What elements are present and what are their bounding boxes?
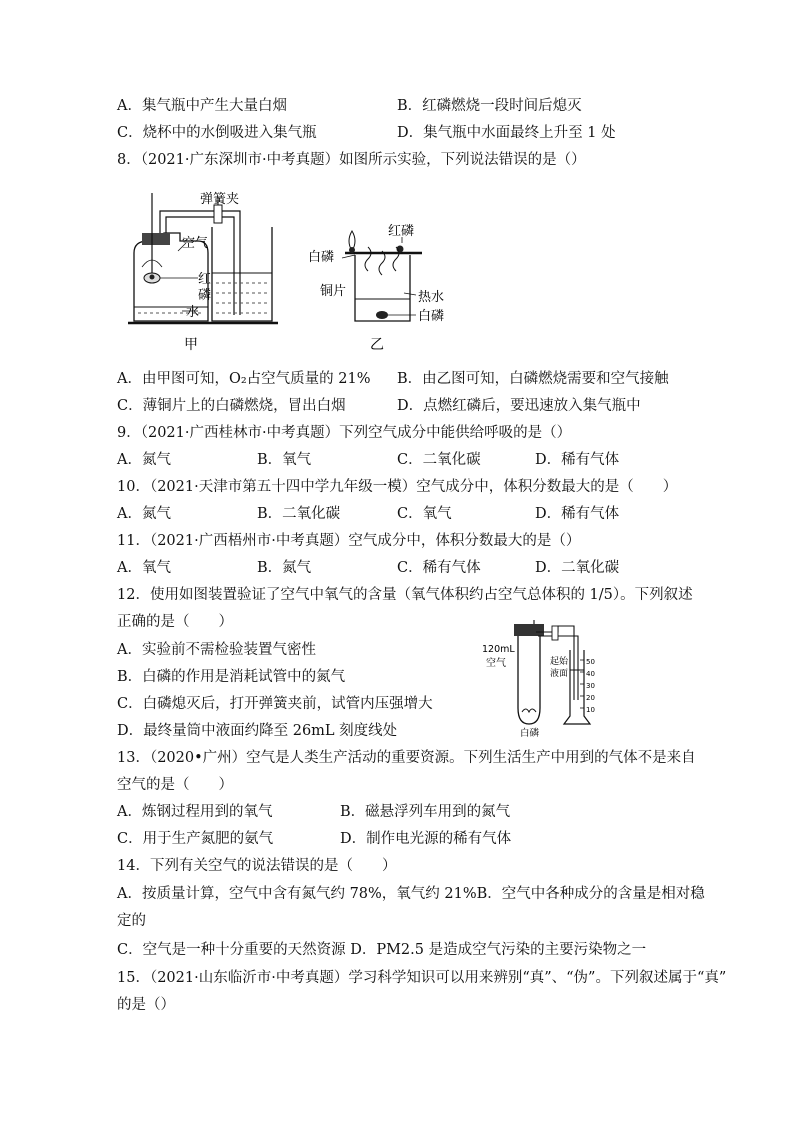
q12-option-a: A．实验前不需检验装置气密性	[117, 642, 316, 658]
fig-right-white-p-bottom-label: 白磷	[418, 309, 445, 324]
q8-option-d: D．点燃红磷后，要迅速放入集气瓶中	[397, 398, 641, 414]
fig-left-caption: 甲	[184, 337, 198, 353]
q12-fig-tick-30: 30	[586, 682, 595, 690]
q13-option-b: B．磁悬浮列车用到的氮气	[340, 804, 511, 820]
q7-option-b: B．红磷燃烧一段时间后熄灭	[397, 98, 582, 114]
q11-option-d: D．二氧化碳	[535, 560, 620, 576]
q8-option-c: C．薄铜片上的白磷燃烧，冒出白烟	[117, 398, 346, 414]
fig-left-water-label: 水	[186, 305, 200, 320]
q8-stem: 8．（2021·广东深圳市·中考真题）如图所示实验，下列说法错误的是（）	[117, 152, 586, 168]
q12-figure	[478, 620, 608, 738]
q11-option-b: B．氮气	[257, 560, 312, 576]
q14-option-ab-line2: 定的	[117, 913, 146, 929]
q12-fig-vol-label: 120mL	[482, 644, 515, 655]
fig-right-caption: 乙	[370, 337, 384, 353]
q11-stem: 11．（2021·广西梧州市·中考真题）空气成分中，体积分数最大的是（）	[117, 533, 581, 549]
fig-left-red1-label: 红	[198, 272, 212, 287]
q13-option-a: A．炼钢过程用到的氧气	[117, 804, 273, 820]
q8-option-a: A．由甲图可知，O₂占空气质量的 21%	[117, 371, 371, 387]
fig-left-red2-label: 磷	[198, 288, 212, 303]
q7-option-a: A．集气瓶中产生大量白烟	[117, 98, 287, 114]
q15-stem-line1: 15．（2021·山东临沂市·中考真题）学习科学知识可以用来辨别“真”、“伪”。下列叙述属于“真”	[117, 970, 727, 986]
q12-stem-line1: 12．使用如图装置验证了空气中氧气的含量（氧气体积约占空气总体积的 1/5）。下列叙述	[117, 587, 693, 603]
q12-fig-white-p-label: 白磷	[520, 728, 540, 738]
q13-stem-line2: 空气的是（ ）	[117, 777, 233, 793]
q9-option-b: B．氧气	[257, 452, 312, 468]
q7-option-d: D．集气瓶中水面最终上升至 1 处	[397, 125, 616, 141]
q12-fig-tick-20: 20	[586, 694, 595, 702]
q10-option-d: D．稀有气体	[535, 506, 620, 522]
q10-stem: 10．（2021·天津市第五十四中学九年级一模）空气成分中，体积分数最大的是（ ）	[117, 479, 678, 495]
q10-option-a: A．氮气	[117, 506, 171, 522]
q9-option-a: A．氮气	[117, 452, 171, 468]
q8-option-b: B．由乙图可知，白磷燃烧需要和空气接触	[397, 371, 669, 387]
q12-fig-start2-label: 液面	[550, 669, 569, 679]
q12-option-c: C．白磷熄灭后，打开弹簧夹前，试管内压强增大	[117, 696, 433, 712]
q14-stem: 14．下列有关空气的说法错误的是（ ）	[117, 858, 397, 874]
q11-option-c: C．稀有气体	[397, 560, 481, 576]
q12-fig-tick-10: 10	[586, 706, 595, 714]
q9-option-c: C．二氧化碳	[397, 452, 481, 468]
fig-right-hot-water-label: 热水	[418, 290, 445, 305]
q14-option-cd: C．空气是一种十分重要的天然资源 D．PM2.5 是造成空气污染的主要污染物之一	[117, 942, 647, 958]
q10-option-b: B．二氧化碳	[257, 506, 341, 522]
fig-left-clip-label: 弹簧夹	[200, 192, 240, 207]
fig-right-white-p-top-label: 白磷	[308, 250, 335, 265]
q14-option-ab-line1: A．按质量计算，空气中含有氮气约 78%，氧气约 21%B．空气中各种成分的含量是相对稳	[117, 886, 705, 902]
q12-fig-air-label: 空气	[486, 658, 506, 669]
q8-figure	[120, 183, 460, 353]
q9-stem: 9．（2021·广西桂林市·中考真题）下列空气成分中能供给呼吸的是（）	[117, 425, 572, 441]
q15-stem-line2: 的是（）	[117, 997, 175, 1013]
q12-option-d: D．最终量筒中液面约降至 26mL 刻度线处	[117, 723, 398, 739]
q9-option-d: D．稀有气体	[535, 452, 620, 468]
q12-fig-tick-40: 40	[586, 670, 595, 678]
q12-stem-line2: 正确的是（ ）	[117, 614, 233, 630]
q7-option-c: C．烧杯中的水倒吸进入集气瓶	[117, 125, 317, 141]
q11-option-a: A．氧气	[117, 560, 171, 576]
q12-fig-tick-50: 50	[586, 658, 595, 666]
q13-option-c: C．用于生产氮肥的氨气	[117, 831, 274, 847]
fig-right-red-p-label: 红磷	[388, 224, 415, 239]
fig-right-copper-label: 铜片	[320, 284, 347, 299]
q12-option-b: B．白磷的作用是消耗试管中的氮气	[117, 669, 346, 685]
q12-fig-start1-label: 起始	[550, 657, 569, 667]
q10-option-c: C．氧气	[397, 506, 452, 522]
q13-stem-line1: 13．（2020•广州）空气是人类生产活动的重要资源。下列生活生产中用到的气体不是来自	[117, 750, 696, 766]
fig-left-air-label: 空气	[182, 236, 209, 251]
q13-option-d: D．制作电光源的稀有气体	[340, 831, 512, 847]
